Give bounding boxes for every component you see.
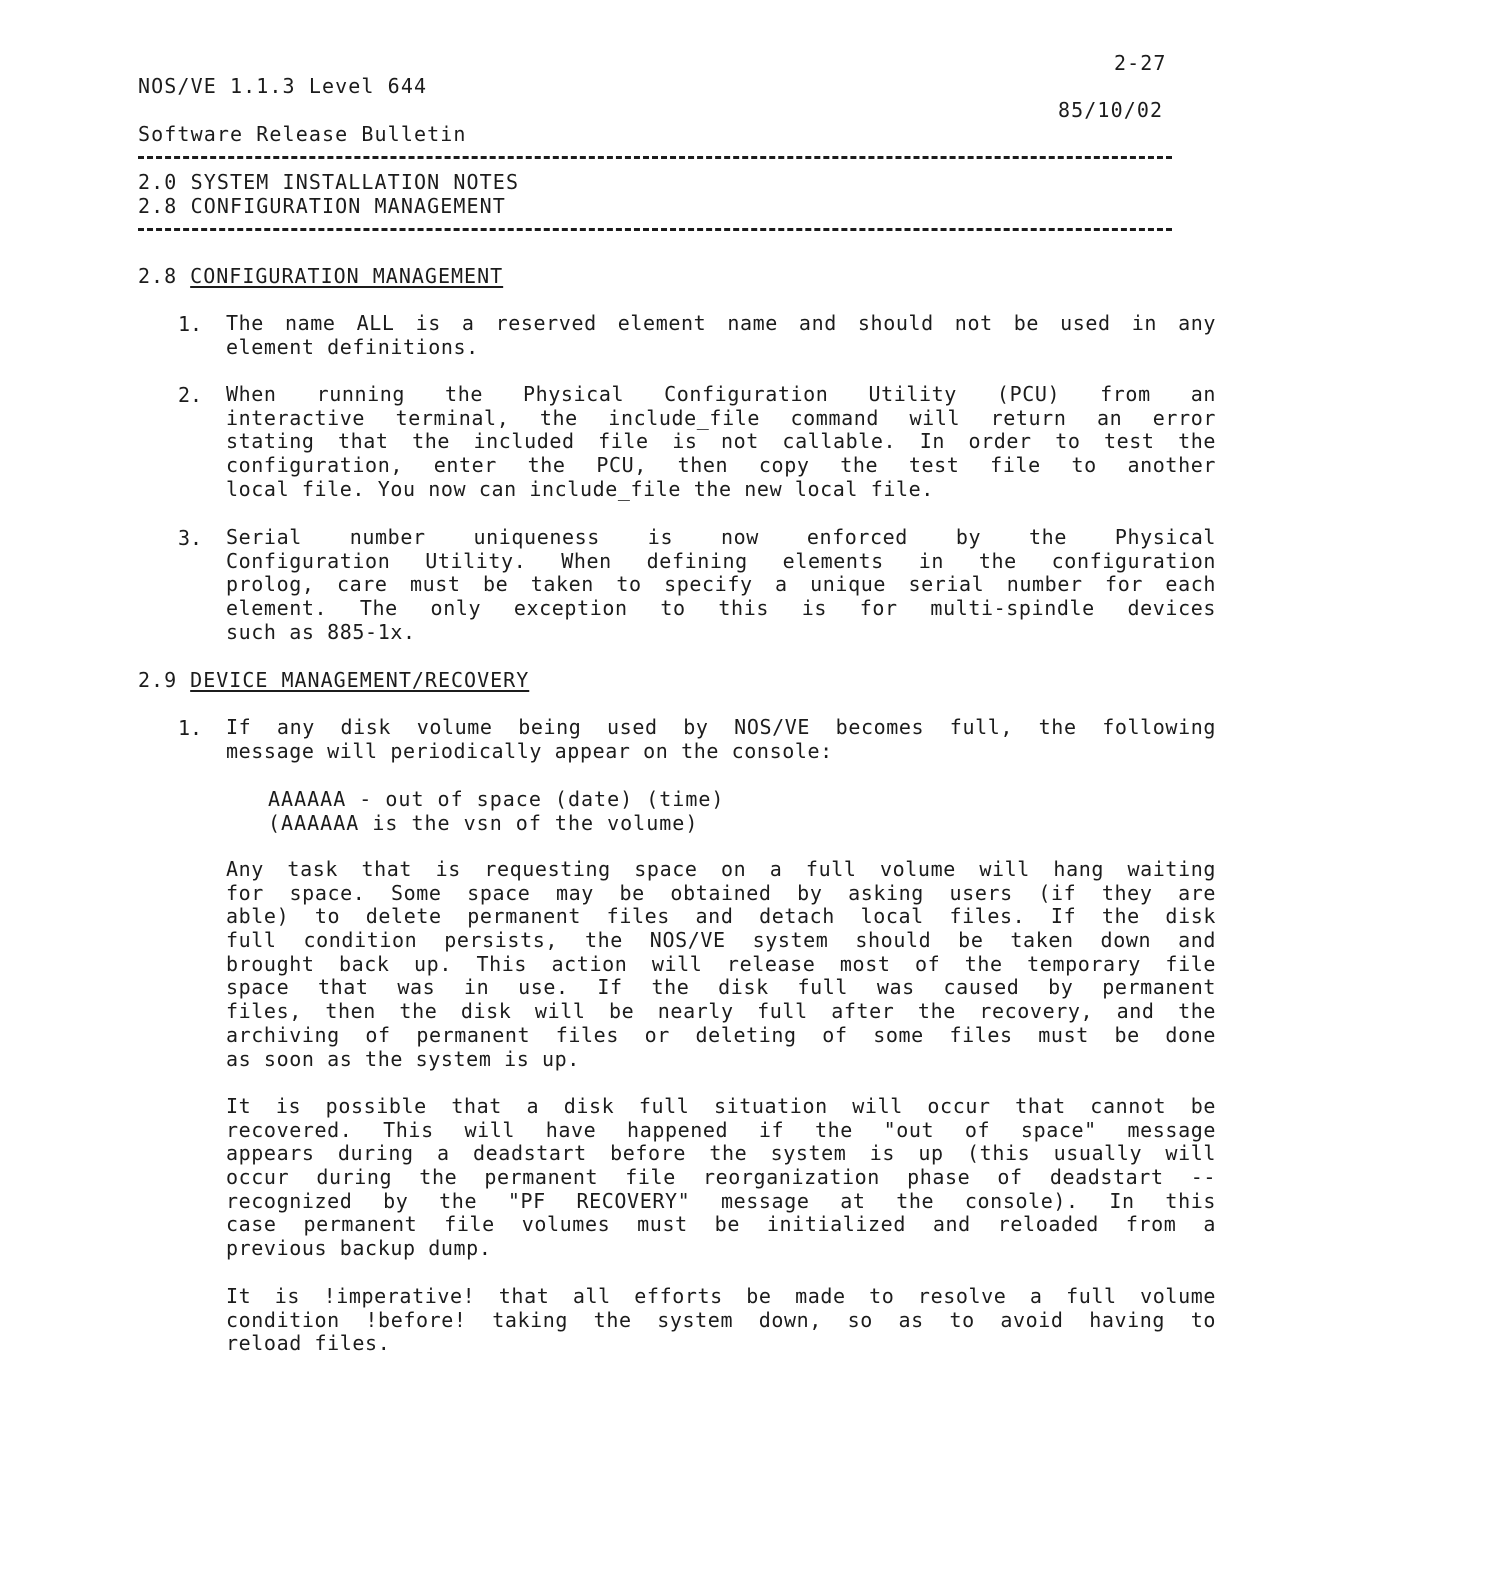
- text-line: interactive terminal, the include_file command will return an error: [226, 405, 1216, 430]
- text-line: It is possible that a disk full situation will occur that cannot be: [226, 1094, 1216, 1118]
- text-line: element. The only exception to this is for multi-spindle devices: [226, 596, 1216, 621]
- text-line: for space. Some space may be obtained by asking users (if they are: [226, 880, 1216, 905]
- list-item-number: 2.: [178, 383, 203, 407]
- text-line: files, then the disk will be nearly full after the recovery, and the: [226, 999, 1216, 1024]
- text-line: archiving of permanent files or deleting of some files must be done: [226, 1022, 1216, 1047]
- text-line: such as 885-1x.: [226, 619, 416, 644]
- section-number: 2.9: [138, 668, 178, 692]
- text-line: If any disk volume being used by NOS/VE becomes full, the following: [226, 715, 1216, 739]
- list-item-number: 1.: [178, 716, 203, 740]
- text-line: configuration, enter the PCU, then copy the test file to another: [226, 453, 1216, 478]
- text-line: case permanent file volumes must be initialized and reloaded from a: [226, 1212, 1216, 1237]
- text-line: Configuration Utility. When defining elements in the configuration: [226, 548, 1216, 573]
- section-title: DEVICE MANAGEMENT/RECOVERY: [190, 668, 530, 692]
- section-2-9-heading: [138, 668, 529, 692]
- header-rule-bottom: [138, 228, 1172, 231]
- header-rule-top: [138, 156, 1172, 159]
- list-item-text: [226, 312, 1216, 359]
- bulletin-title: Software Release Bulletin: [138, 122, 467, 146]
- text-line: stating that the included file is not callable. In order to test the: [226, 429, 1216, 454]
- text-line: The name ALL is a reserved element name and should not be used in any: [226, 311, 1216, 335]
- text-line: recognized by the "PF RECOVERY" message at the console). In this: [226, 1188, 1216, 1213]
- console-message: AAAAAA - out of space (date) (time) (AAAAAA is the vsn of the volume): [268, 787, 725, 835]
- text-line: reload files.: [226, 1331, 391, 1356]
- text-line: occur during the permanent file reorganization phase of deadstart --: [226, 1165, 1216, 1190]
- text-line: local file. You now can include_file the new local file.: [226, 476, 934, 501]
- text-line: appears during a deadstart before the system is up (this usually will: [226, 1141, 1216, 1166]
- text-line: full condition persists, the NOS/VE system should be taken down and: [226, 928, 1216, 953]
- text-line: brought back up. This action will release most of the temporary file: [226, 951, 1216, 976]
- list-item-text: [226, 526, 1216, 644]
- list-item-text: [226, 716, 1216, 763]
- text-line: as soon as the system is up.: [226, 1046, 580, 1071]
- text-line: able) to delete permanent files and detach local files. If the disk: [226, 904, 1216, 929]
- paragraph-full-volume: [226, 858, 1216, 1071]
- list-item-number: 1.: [178, 312, 203, 336]
- section-title: CONFIGURATION MANAGEMENT: [190, 264, 504, 288]
- paragraph-imperative: [226, 1285, 1216, 1356]
- section-number: 2.8: [138, 264, 178, 288]
- text-line: element definitions.: [226, 334, 479, 359]
- product-version: NOS/VE 1.1.3 Level 644: [138, 74, 428, 98]
- section-2-8-heading: [138, 264, 503, 288]
- text-line: When running the Physical Configuration Utility (PCU) from an: [226, 382, 1216, 406]
- section-heading-sub: 2.8 CONFIGURATION MANAGEMENT: [138, 194, 506, 218]
- release-date: 85/10/02: [1058, 98, 1164, 122]
- text-line: message will periodically appear on the console:: [226, 738, 833, 763]
- list-item-text: [226, 383, 1216, 501]
- text-line: recovered. This will have happened if the "out of space" message: [226, 1117, 1216, 1142]
- page-number: 2-27: [1114, 51, 1167, 75]
- list-item-number: 3.: [178, 526, 203, 550]
- paragraph-unrecoverable: [226, 1095, 1216, 1261]
- text-line: It is !imperative! that all efforts be made to resolve a full volume: [226, 1284, 1216, 1308]
- text-line: prolog, care must be taken to specify a unique serial number for each: [226, 572, 1216, 597]
- text-line: condition !before! taking the system down, so as to avoid having to: [226, 1307, 1216, 1332]
- text-line: Serial number uniqueness is now enforced by the Physical: [226, 525, 1216, 549]
- text-line: space that was in use. If the disk full was caused by permanent: [226, 975, 1216, 1000]
- text-line: previous backup dump.: [226, 1236, 492, 1261]
- text-line: Any task that is requesting space on a full volume will hang waiting: [226, 857, 1216, 881]
- section-heading-main: 2.0 SYSTEM INSTALLATION NOTES: [138, 170, 520, 194]
